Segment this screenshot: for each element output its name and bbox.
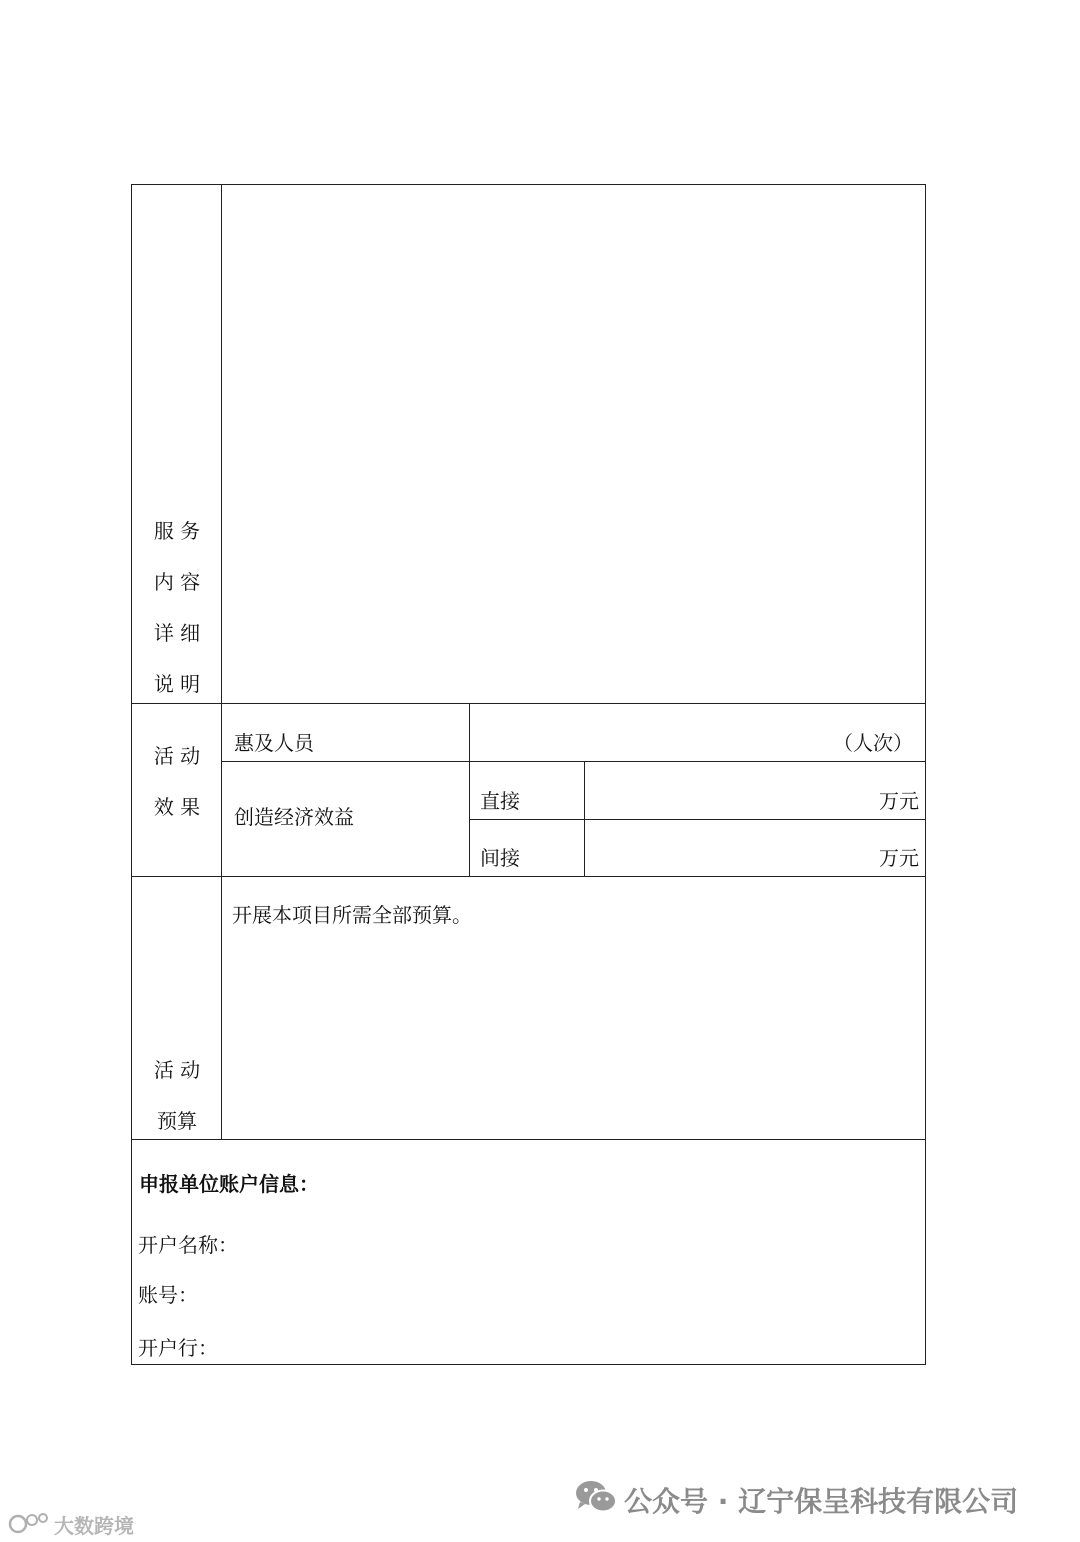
brand-watermark-text: 大数跨境	[54, 1514, 134, 1538]
budget-note: 开展本项目所需全部预算。	[232, 903, 472, 927]
direct-benefit-value-cell[interactable]	[585, 762, 925, 819]
official-account-watermark: 公众号 · 辽宁保呈科技有限公司	[624, 1485, 1019, 1518]
row-divider-budget-account	[132, 1139, 925, 1140]
service-detail-label-line: 详 细	[153, 621, 201, 645]
indirect-benefit-unit: 万元	[879, 846, 919, 870]
service-detail-label-line: 内 容	[153, 570, 201, 594]
indirect-benefit-value-cell[interactable]	[585, 820, 925, 876]
brand-logo-icon	[8, 1510, 52, 1536]
direct-benefit-unit: 万元	[879, 789, 919, 813]
activity-budget-label-line: 预算	[157, 1109, 197, 1133]
direct-benefit-label: 直接	[480, 789, 520, 813]
activity-budget-label-line: 活 动	[153, 1058, 201, 1082]
account-bank-label: 开户行：	[138, 1336, 218, 1360]
service-detail-content-cell[interactable]	[222, 185, 925, 703]
account-info-heading: 申报单位账户信息：	[139, 1172, 319, 1196]
activity-effect-label	[132, 731, 222, 833]
activity-effect-label-line: 效 果	[153, 795, 201, 819]
service-detail-label-line: 说 明	[153, 672, 201, 696]
account-name-label: 开户名称：	[138, 1233, 238, 1257]
account-number-label: 账号：	[138, 1283, 198, 1307]
activity-budget-label	[132, 1045, 222, 1147]
indirect-benefit-label: 间接	[480, 846, 520, 870]
beneficiaries-label: 惠及人员	[234, 731, 314, 755]
beneficiaries-unit: （人次）	[833, 731, 913, 755]
service-detail-label	[132, 506, 222, 710]
economic-benefit-label: 创造经济效益	[234, 805, 354, 829]
activity-effect-label-line: 活 动	[153, 744, 201, 768]
wechat-icon	[574, 1479, 618, 1515]
application-form-table	[131, 184, 926, 1365]
service-detail-label-line: 服 务	[153, 519, 201, 543]
